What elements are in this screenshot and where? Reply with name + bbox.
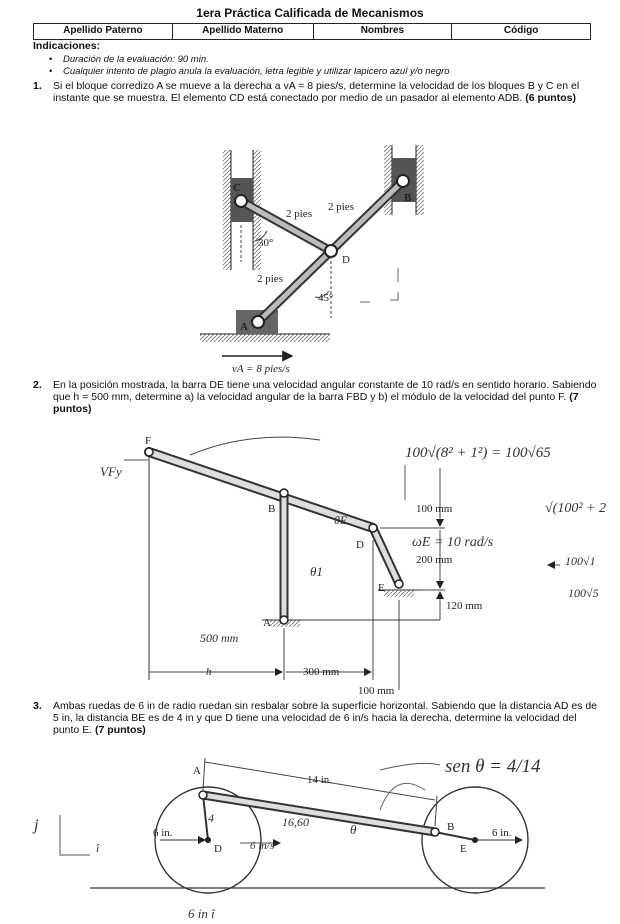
question-number: 2.: [33, 379, 42, 391]
pin-a: [252, 316, 264, 328]
pencil-arc: [380, 783, 425, 810]
label-b: B: [268, 503, 276, 515]
handwritten-note: sen θ = 4/14: [445, 756, 541, 777]
label-a: A: [193, 765, 201, 777]
question-number: 3.: [33, 700, 42, 712]
question-points: (7 puntos): [53, 391, 579, 415]
dim-14-label: 14 in.: [307, 774, 333, 786]
field-apellido-materno: Apellido Materno: [173, 24, 314, 39]
radius-right-label: 6 in.: [492, 827, 512, 839]
label-a: A: [263, 617, 271, 629]
pin-a: [280, 616, 288, 624]
field-apellido-paterno: Apellido Paterno: [34, 24, 173, 39]
pin-d: [325, 245, 337, 257]
radius-left-label: 6 in.: [153, 827, 173, 839]
handwritten-note: θ1: [310, 564, 323, 579]
indicaciones-label: Indicaciones:: [33, 40, 101, 52]
handwritten-note: 16,60: [282, 815, 309, 829]
pin-c: [235, 195, 247, 207]
center-e: [472, 837, 478, 843]
figure-2-mechanism: [100, 435, 606, 697]
bar-de-inner: [373, 528, 399, 584]
label-b: B: [404, 192, 412, 204]
dim-ext: [435, 796, 437, 826]
dim-ext: [203, 758, 205, 790]
dim-h-label: h: [206, 666, 212, 678]
pin-f: [145, 448, 153, 456]
field-codigo: Código: [503, 25, 539, 36]
handwritten-note: 100√(8² + 1²) = 100√65: [405, 445, 551, 461]
dim-cd: 2 pies: [286, 208, 312, 220]
field-nombres: Nombres: [314, 24, 453, 39]
pin-b: [280, 489, 288, 497]
label-d: D: [356, 539, 364, 551]
pin-b: [397, 175, 409, 187]
handwritten-note: θE: [334, 513, 348, 527]
handwritten-note: 100√1: [565, 554, 596, 568]
label-d: D: [342, 254, 350, 266]
wall-hatch: [416, 145, 424, 215]
question-number: 1.: [33, 80, 42, 92]
question-text: Si el bloque corredizo A se mueve a la derecha a vA = 8 pies/s, determine la velocidad de los bloques B y C en el instante que se muestra. El elemento CD está conectado por medio de un pasador al elemento ADB.: [53, 80, 580, 104]
handwritten-note: √(100² + 2: [545, 501, 606, 516]
handwritten-note: θ: [350, 822, 357, 837]
handwritten-note: 4: [208, 811, 214, 825]
pin-b: [431, 828, 439, 836]
dim-300-label: 300 mm: [303, 666, 340, 678]
angle-30: 30°: [258, 237, 274, 249]
handwritten-note: ωE = 10 rad/s: [412, 535, 494, 550]
label-b: B: [447, 821, 455, 833]
pin-e: [395, 580, 403, 588]
label-f: F: [145, 435, 152, 447]
floor-hatch: [200, 334, 330, 342]
label-d: D: [214, 843, 222, 855]
label-e: E: [460, 843, 467, 855]
handwritten-note: 6 in î: [188, 906, 215, 921]
support-e: [384, 590, 414, 597]
indicacion-item: • Cualquier intento de plagio anula la evaluación, letra legible y utilizar lapicero azul y/o negro: [63, 66, 450, 77]
figure-3-wheels: [32, 756, 545, 921]
arm-be: [435, 832, 475, 840]
pin-a: [199, 791, 207, 799]
link-ab-inner: [203, 795, 435, 832]
handwritten-note: VFy: [100, 464, 122, 479]
dim-db: 2 pies: [328, 201, 354, 213]
pin-d: [369, 524, 377, 532]
angle-45: 45°: [318, 292, 334, 304]
wall-hatch: [223, 150, 231, 270]
label-e: E: [378, 582, 385, 594]
handwritten-note: j: [34, 817, 39, 834]
figure-1-mechanism: [200, 145, 424, 375]
label-c: C: [233, 182, 241, 194]
dim-120: 120 mm: [446, 600, 483, 612]
handwritten-note: î: [96, 841, 100, 855]
handwritten-note: 100√5: [568, 586, 599, 600]
exam-title: 1era Práctica Calificada de Mecanismos: [196, 6, 424, 20]
question-points: (6 puntos): [525, 92, 576, 104]
indicacion-item: • Duración de la evaluación: 90 min.: [63, 54, 209, 65]
question-points: (7 puntos): [95, 724, 146, 736]
velocity-label: vA = 8 pies/s: [232, 363, 290, 375]
handwritten-note: 6 in/s: [250, 840, 275, 852]
dim-200: 200 mm: [416, 554, 453, 566]
dim-100b-label: 100 mm: [358, 685, 395, 697]
handwritten-note: 500 mm: [200, 631, 239, 645]
dim-ad: 2 pies: [257, 273, 283, 285]
label-a: A: [240, 321, 248, 333]
question-text: Ambas ruedas de 6 in de radio ruedan sin resbalar sobre la superficie horizontal. Sabiendo que la distancia AD es de 5 in, la distancia BE es de 4 in y que D tiene una velocidad de 6 in/s hacia la derecha, determine la velocidad del punto E.: [53, 700, 598, 736]
question-text: En la posición mostrada, la barra DE tiene una velocidad angular constante de 10 rad/s en sentido horario. Sabiendo que h = 500 mm, determine a) la velocidad angular de la barra FBD y b) el módulo de la velocidad del punto F.: [53, 379, 597, 403]
center-d: [205, 837, 211, 843]
dim-100: 100 mm: [416, 503, 453, 515]
pencil-marks: [360, 268, 398, 302]
